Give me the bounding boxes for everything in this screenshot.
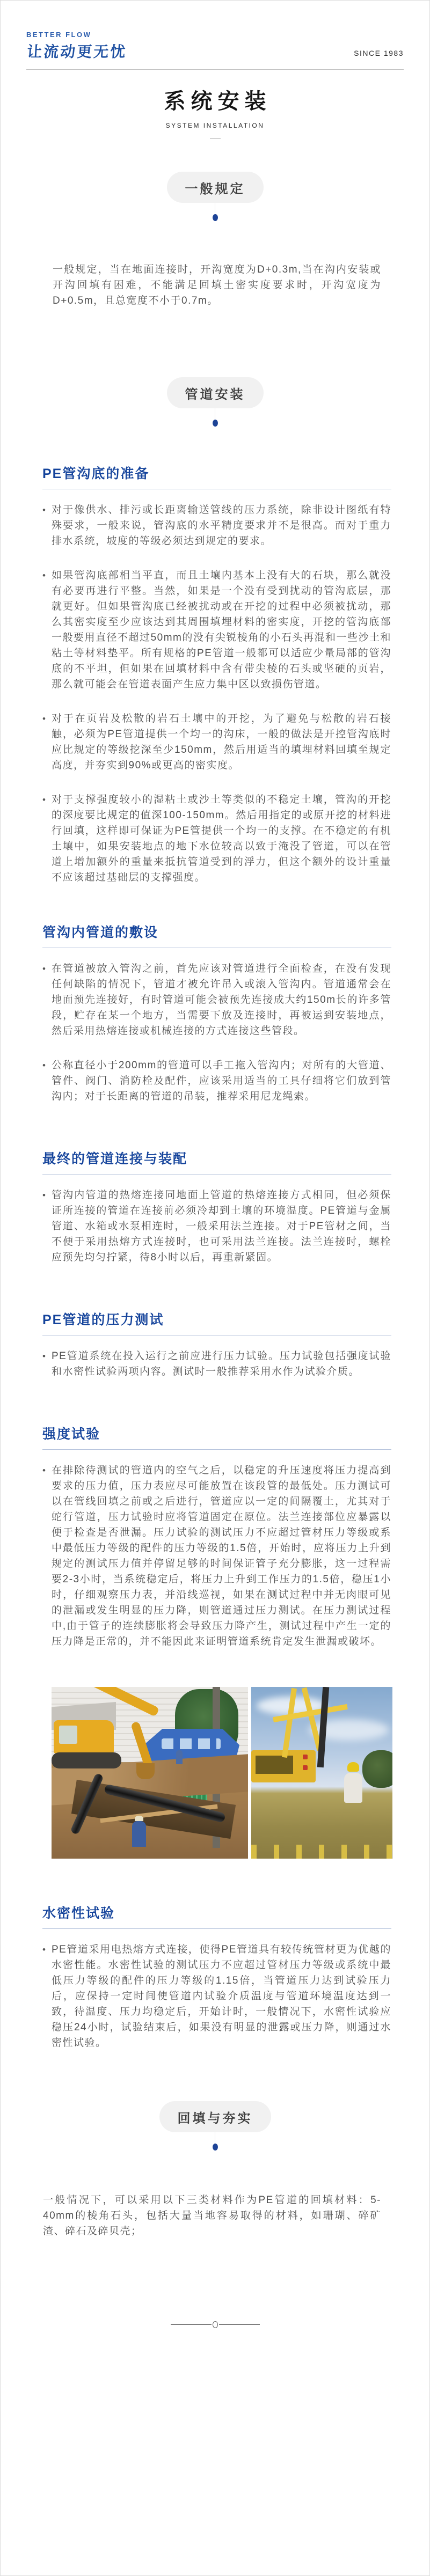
bullet-list [42,1463,391,1649]
section-strength-test [42,1426,391,1649]
photo-row [52,1687,429,1859]
backfill-paragraph: 一般情况下，可以采用以下三类材料作为PE管道的回填材料：5-40mm的棱角石头，包括大量当地容易取得的材料，如珊瑚、碎矿渣、碎石及碎贝壳； [43,2195,381,2237]
bullet-item: • 管沟内管道的热熔连接同地面上管道的热熔连接方式相同，但必须保证所连接的管道在连接前必须冷却到土壤的环境温度。PE管道与金属管道、水箱或水泵相连时，一般采用法兰连接。对于PE管材之间，当不便于采用热熔方式连接时，也可采用法兰连接。法兰连接时，螺栓应预先均匀拧紧，待8小时以后，再重新紧固。 [42,1187,391,1265]
section-heading: PE管沟底的准备 [42,466,150,481]
page-title: 系统安装 [164,90,272,113]
bullet-item: • 如果管沟底部相当平直，而且土壤内基本上没有大的石块，那么就没有必要再进行平整。当然，如果是一个没有受到扰动的管沟底层，那就更好。但如果管沟底已经被扰动或在开挖的过程中必须被扰动，那么其密实度至少应该达到其周围填埋材料的密实度，开挖的管沟底部一般要用直径不超过50mm的没有尖锐棱角的小石头再混和一些沙土和粘土等材料垫平。所有规格的PE管道一般都可以适应少量局部的管沟底的不平坦，但如果在回填材料中含有带尖棱的石头或坚硬的页岩，那么就可能会在管道表面产生应力集中区以致损伤管道。 [42,568,391,692]
chapter-pill-general: 一般规定 [167,172,264,203]
chapter-install-marker [1,377,429,427]
bullet-item: • 在排除待测试的管道内的空气之后，以稳定的升压速度将压力提高到要求的压力值，压力表应尽可能放置在该段管的最低处。压力测试可以在管线回填之前或之后进行，管道应以一定的间隔覆土，尤其对于蛇行管道，压力试验时应将管道固定在原位。法兰连接部位应暴露以便于检查是否泄漏。压力试验的测试压力不应超过管材压力等级或系中最低压力等级的配件的压力等级的1.5倍，开始时，应将压力上升到规定的测试压力值并停留足够的时间保证管子充分膨胀，这一过程需要2-3小时，当系统稳定后，将压力上升到工作压力的1.5倍，稳压1小时，仔细观察压力表，并沿线巡视，如果在测试过程中并无肉眼可见的泄漏或发生明显的压力降，则管道通过压力测试。在压力测试过程中,由于管子的连续膨胀将会导致压力降产生，测试过程中产生一定的压力降是正常的，并不能因此来证明管道系统肯定发生泄漏或破坏。 [42,1463,391,1649]
chapter-pill-backfill: 回填与夯实 [159,2101,271,2132]
section-heading: 管沟内管道的敷设 [42,925,159,940]
page-subtitle: SYSTEM INSTALLATION [165,122,265,129]
connector-dot-icon [213,2144,218,2151]
bullet-item: • PE管道采用电热熔方式连接，使得PE管道具有较传统管材更为优越的水密性能。水密性试验的测试压力不应超过管材压力等级或系统中最低压力等级的配件的压力等级的1.15倍，当管道压力达到试验压力后，应保持一定时间使管道内试验介质温度与管道环境温度达到一致，待温度、压力均稳定后，开始计时，一般情况下，水密性试验应稳压24小时，试验结束后，如果没有明显的泄露或压力降，则通过水密性试验。 [42,1942,391,2051]
since-label: SINCE 1983 [354,49,404,57]
pipe-laying-machine-photo [251,1687,392,1859]
title-block [1,88,429,138]
construction-trench-photo [52,1687,248,1859]
section-heading: PE管道的压力测试 [42,1312,164,1327]
page-header [26,31,404,62]
bullet-item: • 对于支撑强度较小的湿粘土或沙土等类似的不稳定土壤，管沟的开挖的深度要比规定的值深100-150mm。然后用指定的或原开挖的材料进行回填，这样即可保证为PE管提供一个均一的支撑。在不稳定的有机土壤中，如果安装地点的地下水位较高以致于淹没了管道，可以在管道上增加额外的重量来抵抗管道受到的浮力，但这个额外的设计重量不应该超过基础层的支撑强度。 [42,792,391,885]
section-trench-bottom-prep [42,465,391,885]
bullet-list [42,502,391,885]
connector-dot-icon [213,420,218,427]
bullet-item: • PE管道系统在投入运行之前应进行压力试验。压力试验包括强度试验和水密性试验两项内容。测试时一般推荐采用水作为试验介质。 [42,1348,391,1379]
bullet-item: • 在管道被放入管沟之前，首先应该对管道进行全面检查，在没有发现任何缺陷的情况下，管道才被允许吊入或滚入管沟内。管道通常会在地面预先连接好，有时管道可能会被预先连接成大约150m长的许多管段，贮存在某一个地方，当需要下放及连接时，再被运到安装地点，然后采用热熔连接或机械连接的方式连接这些管段。 [42,961,391,1039]
bullet-list [42,961,391,1104]
section-heading: 水密性试验 [42,1906,115,1921]
section-rule [42,1449,391,1450]
chapter-general-marker [1,172,429,221]
footer-divider [1,2321,429,2328]
chapter-backfill-marker [1,2101,429,2151]
section-heading: 强度试验 [42,1427,101,1442]
bullet-item: • 对于在页岩及松散的岩石土壤中的开挖，为了避免与松散的岩石接触，必须为PE管道提供一个均一的沟床，一般的做法是开控管沟底时应比规定的等级挖深至少150mm，然后用适当的填埋材料回填至规定高度，并夯实到90%或更高的密实度。 [42,711,391,773]
section-pressure-test [42,1311,391,1379]
section-pipe-laying [42,924,391,1104]
section-final-connection [42,1150,391,1265]
footer-divider-line [219,2324,260,2325]
footer-divider-circle-icon [213,2321,218,2328]
connector-dot-icon [213,214,218,221]
brand-slogan-en: BETTER FLOW [26,31,92,39]
chapter-pill-install: 管道安装 [167,377,264,408]
section-rule [42,1928,391,1929]
bullet-item: • 公称直径小于200mm的管道可以手工拖入管沟内；对所有的大管道、管件、阀门、消防栓及配件，应该采用适当的工具仔细将它们放到管沟内；对于长距离的管道的吊装，推荐采用尼龙绳索。 [42,1058,391,1104]
bullet-list [42,1348,391,1379]
bullet-item: • 对于像供水、排污或长距离输送管线的压力系统，除非设计图纸有特殊要求，一般来说，管沟底的水平精度要求并不是很高。而对于重力排水系统，坡度的等级必须达到规定的要求。 [42,502,391,549]
footer-divider-line [171,2324,212,2325]
section-watertight-test [42,1905,391,2051]
brand-logo: 让流动更无忧 [26,43,128,60]
header-divider [26,69,404,70]
bullet-list [42,1942,391,2051]
general-paragraph: 一般规定，当在地面连接时，开沟宽度为D+0.3m,当在沟内安装或开沟回填有困难，不能满足回填土密实度要求时，开沟宽度为D+0.5m，且总宽度不小于0.7m。 [53,264,381,306]
section-rule [42,1174,391,1175]
bullet-list [42,1187,391,1265]
section-heading: 最终的管道连接与装配 [42,1151,188,1166]
